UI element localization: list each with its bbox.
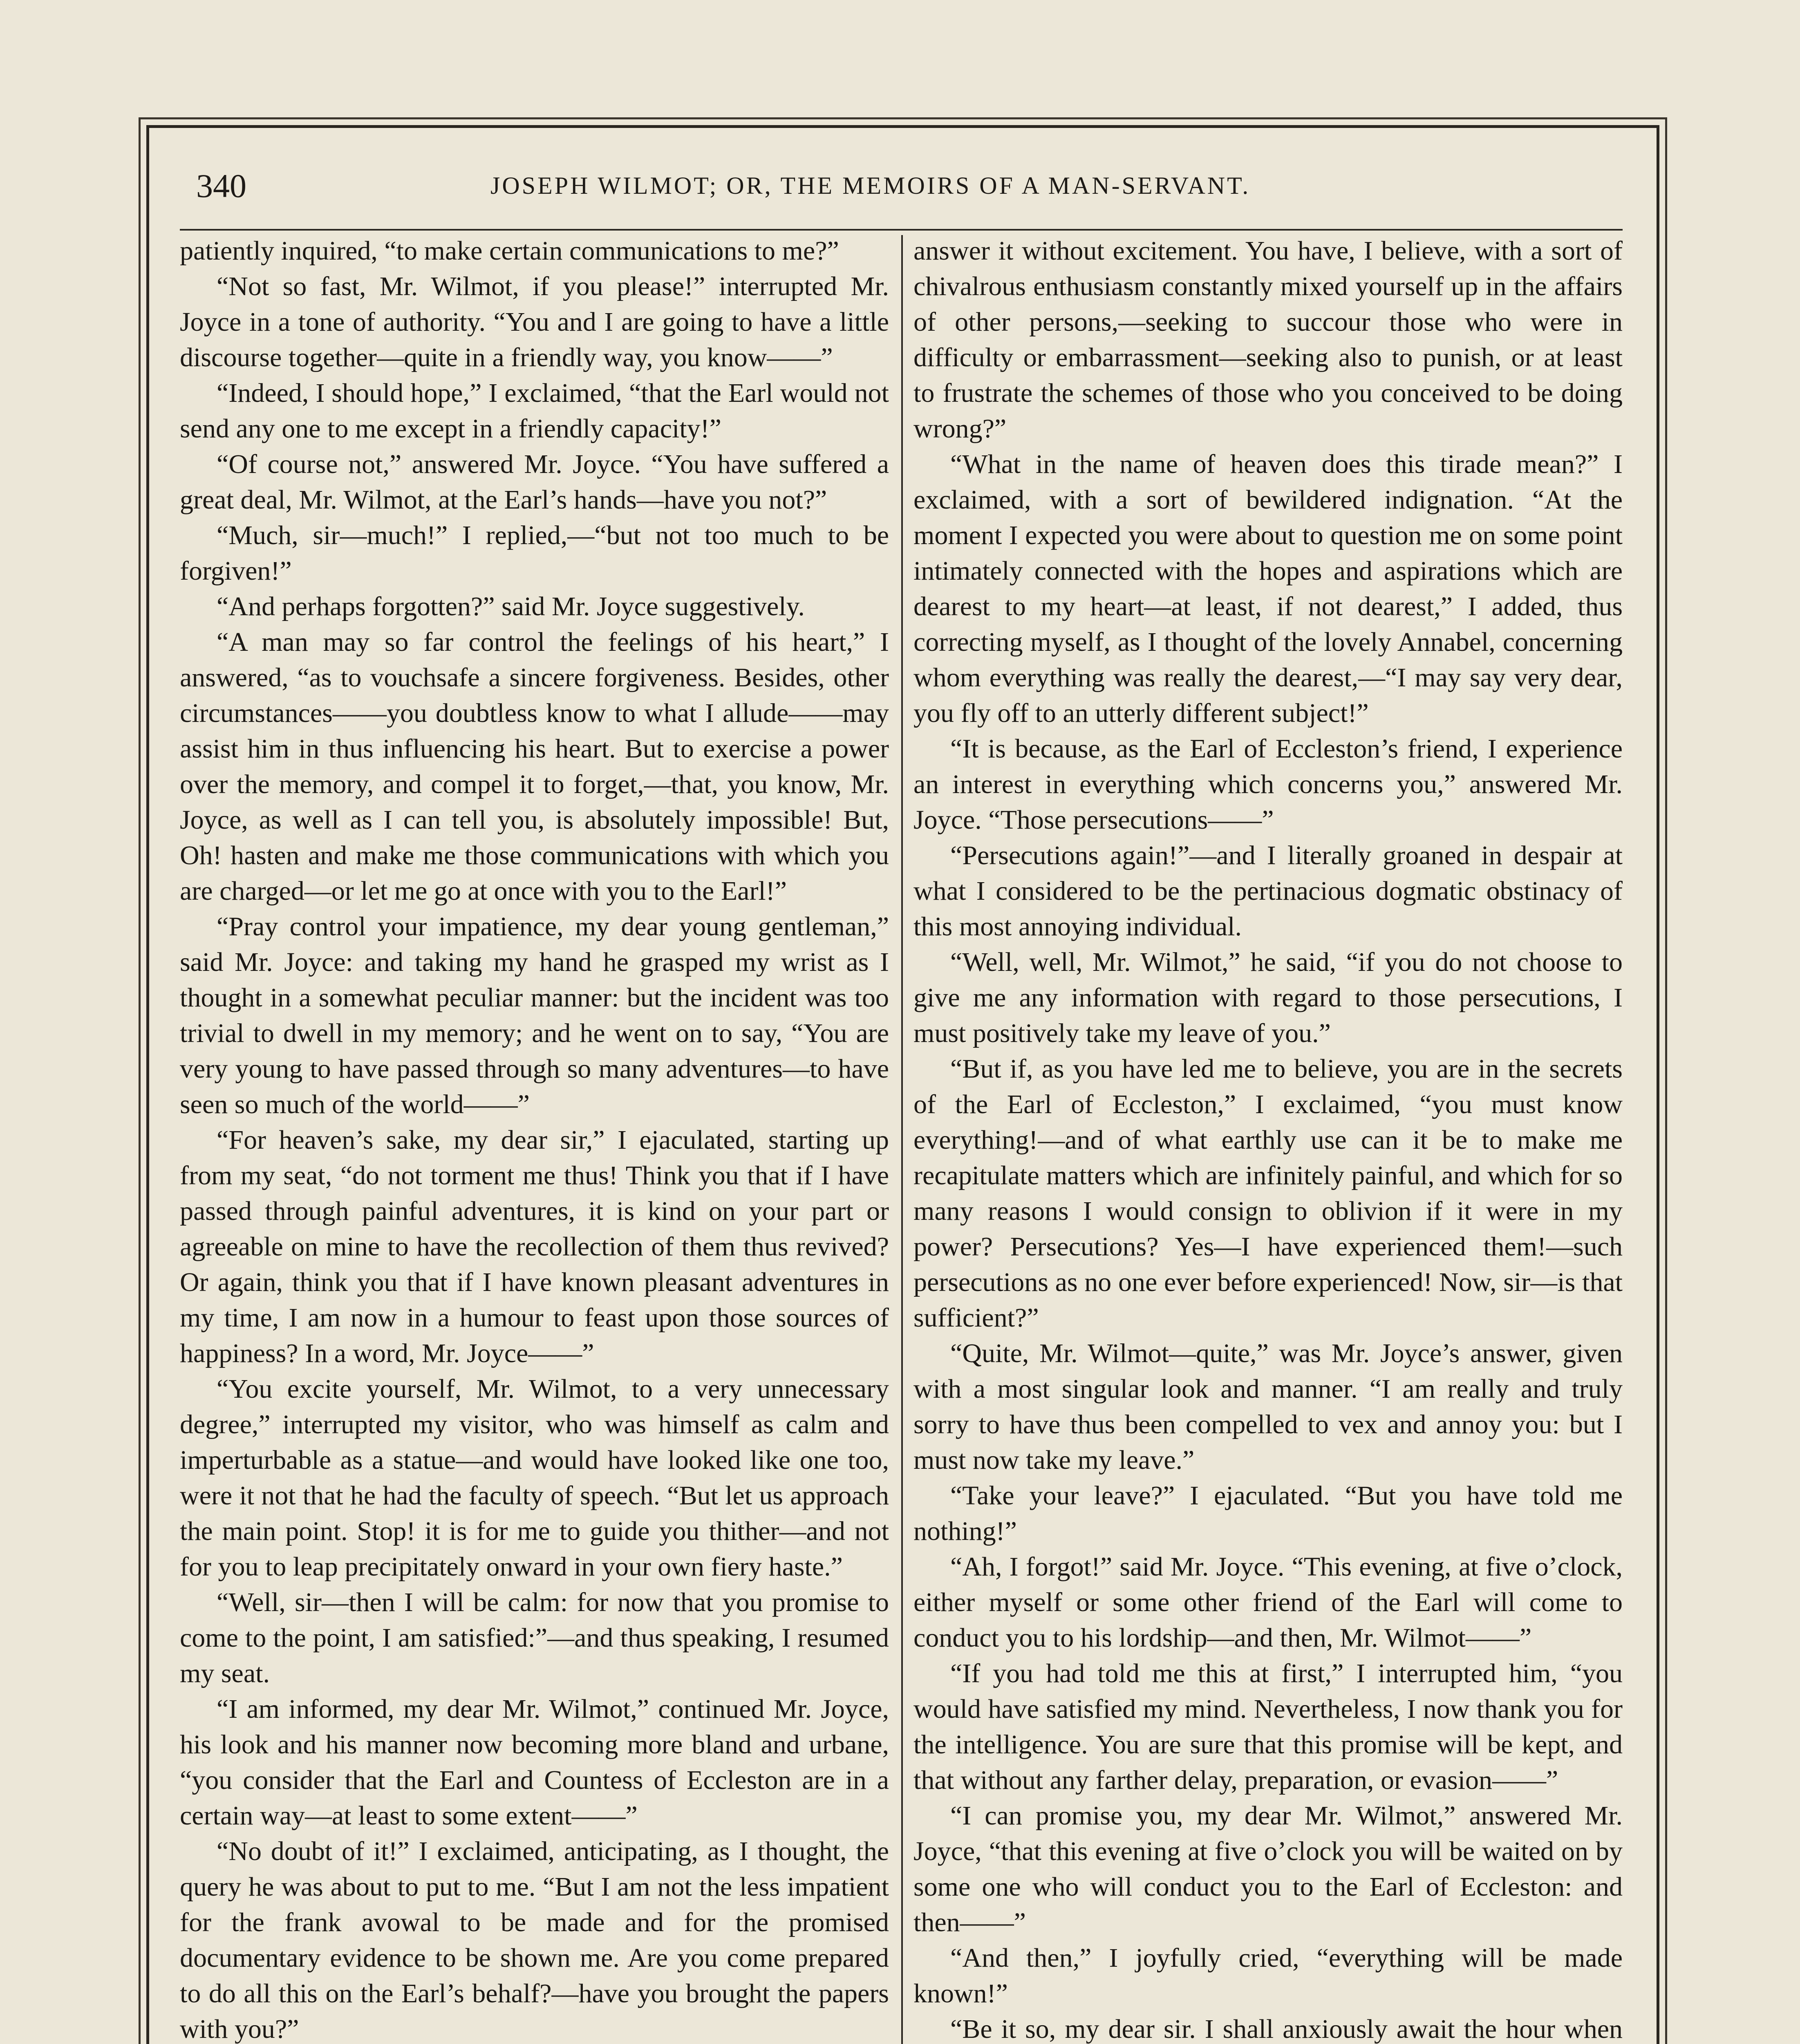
paragraph: “Persecutions again!”—and I literally groaned in despair at what I considered to be the pertinacious dogmatic obstinacy of this most annoying individual.: [913, 840, 1623, 941]
paragraph: “But if, as you have led me to believe, you are in the secrets of the Earl of Eccleston,” I exclaimed, “you must know everything!—and of what earthly use can it be to make me recapitulate matters which are infinitely painful, and which for so many reasons I would consign to oblivion if it were in my power? Persecutions? Yes—I have experienced them!—such persecutions as no one ever before experienced! Now, sir—is that sufficient?”: [913, 1054, 1623, 1333]
paragraph: answer it without excitement. You have, I believe, with a sort of chivalrous enthusiasm constantly mixed yourself up in the affairs of other persons,—seeking to succour those who were in difficulty or embarrassment—seeking also to punish, or at least to frustrate the schemes of those who you conceived to be doing wrong?”: [913, 236, 1623, 444]
paragraph: “Ah, I forgot!” said Mr. Joyce. “This evening, at five o’clock, either myself or some other friend of the Earl will come to conduct you to his lordship—and then, Mr. Wilmot——”: [913, 1552, 1623, 1653]
paragraph: “Not so fast, Mr. Wilmot, if you please!” interrupted Mr. Joyce in a tone of authority. “You and I are going to have a little discourse together—quite in a friendly way, you know——”: [180, 271, 889, 372]
page-number: 340: [196, 167, 246, 204]
paragraph: “Quite, Mr. Wilmot—quite,” was Mr. Joyce’s answer, given with a most singular look and manner. “I am really and truly sorry to have thus been compelled to vex and annoy you: but I must now take my leave.”: [913, 1338, 1623, 1475]
paragraph: “Much, sir—much!” I replied,—“but not too much to be forgiven!”: [180, 520, 889, 586]
paragraph: “It is because, as the Earl of Eccleston’s friend, I experience an interest in everything which concerns you,” answered Mr. Joyce. “Those persecutions——”: [913, 734, 1623, 835]
paragraph: patiently inquired, “to make certain communications to me?”: [180, 236, 839, 266]
paragraph: “Of course not,” answered Mr. Joyce. “You have suffered a great deal, Mr. Wilmot, at the Earl’s hands—have you not?”: [180, 449, 889, 515]
header-rule: [180, 229, 1623, 231]
paragraph: “No doubt of it!” I exclaimed, anticipating, as I thought, the query he was about to put to me. “But I am not the less impatient for the frank avowal to be made and for the promised documentary evidence to be shown me. Are you come prepared to do all this on the Earl’s behalf?—have you brought the papers with you?”: [180, 1836, 889, 2044]
page-header: [196, 164, 1635, 217]
paragraph: “And perhaps forgotten?” said Mr. Joyce suggestively.: [217, 592, 805, 621]
column-divider: [901, 235, 903, 2044]
paragraph: “Be it so, my dear sir. I shall anxiously await the hour when: [950, 2014, 1623, 2044]
paragraph: “If you had told me this at first,” I interrupted him, “you would have satisfied my mind. Nevertheless, I now thank you for the intelligence. You are sure that this promise will be kept, and that without any farther delay, preparation, or evasion——”: [913, 1659, 1623, 1795]
paragraph: “Well, well, Mr. Wilmot,” he said, “if you do not choose to give me any information with regard to those persecutions, I must positively take my leave of you.”: [913, 947, 1623, 1048]
paragraph: “A man may so far control the feelings of his heart,” I answered, “as to vouchsafe a sincere forgiveness. Besides, other circumstances——you doubtless know to what I allude——may assist him in thus influencing his heart. But to exercise a power over the memory, and compel it to forget,—that, you know, Mr. Joyce, as well as I can tell you, is absolutely impossible! But, Oh! hasten and make me those communications with which you are charged—or let me go at once with you to the Earl!”: [180, 627, 889, 906]
paragraph: “You excite yourself, Mr. Wilmot, to a very unnecessary degree,” interrupted my visitor, who was himself as calm and imperturbable as a statue—and would have looked like one too, were it not that he had the faculty of speech. “But let us approach the main point. Stop! it is for me to guide you thither—and not for you to leap precipitately onward in your own fiery haste.”: [180, 1374, 889, 1582]
paragraph: “What in the name of heaven does this tirade mean?” I exclaimed, with a sort of bewildered indignation. “At the moment I expected you were about to question me on some point intimately connected with the hopes and aspirations which are dearest to my heart—at least, if not dearest,” I added, thus correcting myself, as I thought of the lovely Annabel, concerning whom everything was really the dearest,—“I may say very dear, you fly off to an utterly different subject!”: [913, 449, 1623, 728]
paragraph: “Indeed, I should hope,” I exclaimed, “that the Earl would not send any one to me except in a friendly capacity!”: [180, 378, 889, 444]
paragraph: “For heaven’s sake, my dear sir,” I ejaculated, starting up from my seat, “do not torment me thus! Think you that if I have passed through painful adventures, it is kind on your part or agreeable on mine to have the recollection of them thus revived? Or again, think you that if I have known pleasant adventures in my time, I am now in a humour to feast upon those sources of happiness? In a word, Mr. Joyce——”: [180, 1125, 889, 1368]
running-title: JOSEPH WILMOT; OR, THE MEMOIRS OF A MAN-SERVANT.: [490, 172, 1251, 199]
paragraph: “I am informed, my dear Mr. Wilmot,” continued Mr. Joyce, his look and his manner now becoming more bland and urbane, “you consider that the Earl and Countess of Eccleston are in a certain way—at least to some extent——”: [180, 1694, 889, 1831]
paragraph: “Well, sir—then I will be calm: for now that you promise to come to the point, I am satisfied:”—and thus speaking, I resumed my seat.: [180, 1587, 889, 1688]
paragraph: “And then,” I joyfully cried, “everything will be made known!”: [913, 1943, 1623, 2008]
paragraph: “Take your leave?” I ejaculated. “But you have told me nothing!”: [913, 1481, 1623, 1546]
left-column: [180, 233, 889, 2044]
paragraph: “Pray control your impatience, my dear young gentleman,” said Mr. Joyce: and taking my hand he grasped my wrist as I thought in a somewhat peculiar manner: but the incident was too trivial to dwell in my memory; and he went on to say, “You are very young to have passed through so many adventures—to have seen so much of the world——”: [180, 912, 889, 1119]
right-column: [913, 233, 1623, 2044]
paragraph: “I can promise you, my dear Mr. Wilmot,” answered Mr. Joyce, “that this evening at five o’clock you will be waited on by some one who will conduct you to the Earl of Eccleston: and then——”: [913, 1801, 1623, 1937]
